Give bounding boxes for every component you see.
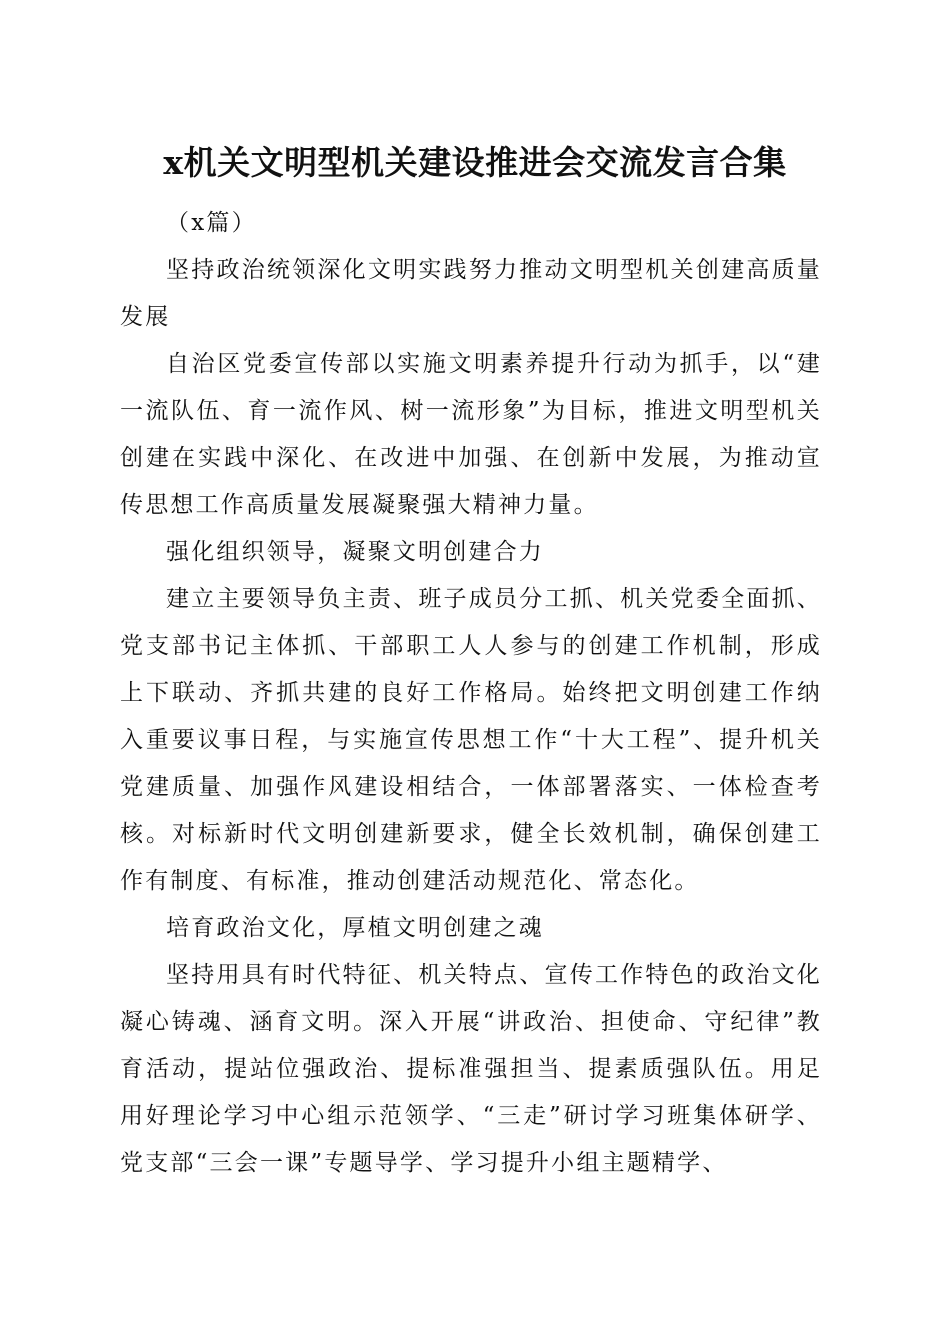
- document-body: [120, 200, 822, 1187]
- section-heading: 培育政治文化，厚植文明创建之魂: [166, 915, 544, 941]
- section-heading: 强化组织领导，凝聚文明创建合力: [166, 539, 544, 565]
- intro-paragraph: 自治区党委宣传部以实施文明素养提升行动为抓手，以“建一流队伍、育一流作风、树一流形象”为目标，推进文明型机关创建在实践中深化、在改进中加强、在创新中发展，为推动宣传思想工作高质量发展凝聚强大精神力量。: [120, 351, 822, 518]
- body-paragraph: 坚持用具有时代特征、机关特点、宣传工作特色的政治文化凝心铸魂、涵育文明。深入开展“讲政治、担使命、守纪律”教育活动，提站位强政治、提标准强担当、提素质强队伍。用足用好理论学习中心组示范领学、“三走”研讨学习班集体研学、党支部“三会一课”专题导学、学习提升小组主题精学、: [120, 962, 822, 1176]
- section-label: （x篇）: [166, 210, 257, 236]
- body-paragraph: 建立主要领导负主责、班子成员分工抓、机关党委全面抓、党支部书记主体抓、干部职工人人参与的创建工作机制，形成上下联动、齐抓共建的良好工作格局。始终把文明创建工作纳入重要议事日程，与实施宣传思想工作“十大工程”、提升机关党建质量、加强作风建设相结合，一体部署落实、一体检查考核。对标新时代文明创建新要求，健全长效机制，确保创建工作有制度、有标准，推动创建活动规范化、常态化。: [120, 586, 822, 894]
- subtitle-paragraph: 坚持政治统领深化文明实践努力推动文明型机关创建高质量发展: [120, 257, 822, 330]
- document-title: x机关文明型机关建设推进会交流发言合集: [163, 143, 787, 182]
